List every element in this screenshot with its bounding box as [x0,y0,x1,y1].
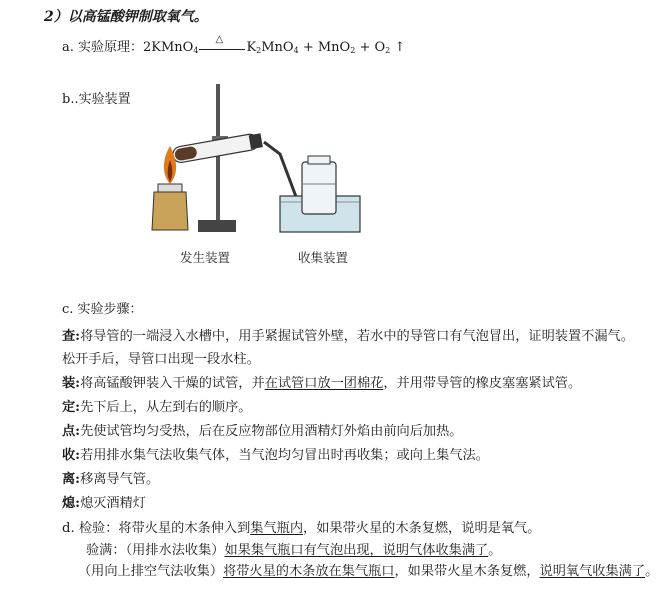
apparatus-label: b..实验装置 [62,92,131,107]
step-fix [62,396,252,415]
up-underlined: 说明氧气收集满了 [539,564,646,579]
step-check-continued: 松开手后，导管口出现一段水柱。 [62,352,260,367]
steps-label: c. 实验步骤： [62,302,143,317]
step-heat [62,420,463,439]
test-text: 将带火星的木条伸入到 [118,521,251,536]
step-check [62,325,634,344]
product-1-sub1: 2 [256,46,262,55]
generator-caption: 发生装置 [180,250,231,265]
step-text: 若用排水集气法收集气体，当气泡均匀冒出时再收集；或向上集气法。 [80,448,489,463]
product-3: O [374,40,386,55]
reactant: 2KMnO [143,40,194,55]
reaction-line [199,49,245,50]
step-key: 装: [62,376,81,391]
product-1-mid: MnO [261,40,294,55]
step-text: 移离导气管。 [80,472,160,487]
up-underlined: 将带火星的木条放在集气瓶口 [223,564,395,579]
step-key: 点: [62,424,81,439]
step-key: 收: [62,448,81,463]
heat-symbol: △ [215,33,224,45]
step-extinguish [62,492,146,511]
product-2-sub: 2 [350,46,356,55]
step-text: 先使试管均匀受热，后在反应物部位用酒精灯外焰由前向后加热。 [80,424,463,439]
test-line [62,517,540,536]
step-key: 定: [62,400,81,415]
step-key: 离: [62,472,81,487]
full-check-drain [86,539,501,558]
product-1: K [246,40,257,55]
step-key: 熄: [62,496,81,511]
step-underlined: 在试管口放一团棉花 [264,376,384,391]
collector-caption: 收集装置 [298,250,349,265]
product-3-sub: 2 [385,46,391,55]
rubber-stopper [249,133,263,149]
test-underlined: 集气瓶内 [250,521,304,536]
step-load [62,372,581,391]
step-text: 将导管的一端浸入水槽中，用手紧握试管外壁，若水中的导管口有气泡冒出，证明装置不漏气。 [80,329,634,344]
product-1-sub2: 4 [293,46,299,55]
principle-label: a. 实验原理： [62,40,144,55]
step-text: 将高锰酸钾装入干燥的试管，并 [80,376,265,391]
reactant-subscript: 4 [193,46,199,55]
plus-sign: + [359,40,371,55]
up-label: （用向上排空气法收集） [78,564,224,579]
full-underlined: 如果集气瓶口有气泡出现，说明气体收集满了 [224,543,489,558]
collection-bottle [302,156,336,214]
apparatus-diagram [130,84,370,274]
stand-base [198,220,236,232]
product-2: MnO [317,40,351,55]
section-title: 2）以高锰酸钾制取氧气。 [44,9,208,25]
step-text: 熄灭酒精灯 [80,496,146,511]
full-check-upward [78,560,658,579]
step-key: 查: [62,329,81,344]
heat-condition [199,33,245,55]
step-remove [62,468,159,487]
full-label: 验满：（用排水法收集） [86,543,225,558]
test-label: d. 检验： [62,521,119,536]
step-collect [62,444,489,463]
full-text: 。 [488,543,502,558]
up-text: 。 [645,564,659,579]
step-text: ，并用带导管的橡皮塞塞紧试管。 [383,376,582,391]
test-text: ，如果带火星的木条复燃，说明是氧气。 [303,521,541,536]
plus-sign: + [302,40,314,55]
reaction-equation [62,33,406,55]
up-text: ，如果带火星木条复燃， [394,564,540,579]
gas-arrow: ↑ [394,40,406,55]
step-text: 先下后上，从左到右的顺序。 [80,400,252,415]
